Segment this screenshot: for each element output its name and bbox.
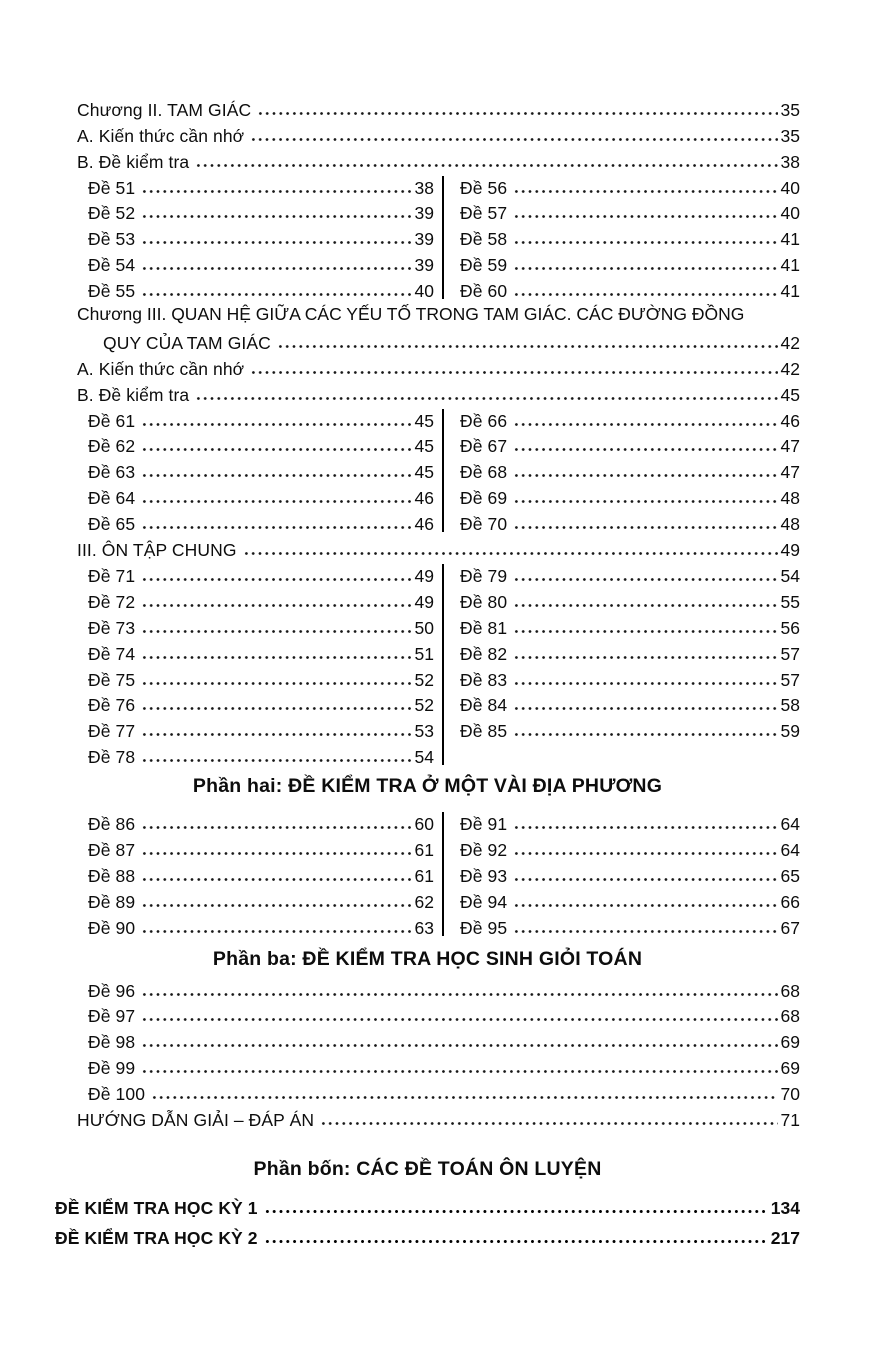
toc-entry-label: Đề 91 (460, 814, 508, 835)
dot-leader (141, 628, 411, 635)
toc-entry-page: 64 (780, 839, 800, 860)
toc-entry-page: 45 (414, 462, 434, 483)
dot-leader (141, 239, 411, 246)
toc-entry-page: 35 (780, 125, 800, 146)
toc-entry-label: Đề 60 (460, 281, 508, 302)
toc-row (55, 809, 442, 835)
toc-entry-page: 57 (780, 669, 800, 690)
toc-two-column-block (55, 809, 800, 938)
toc-entry-label: Đề 83 (460, 669, 508, 690)
toc-entry-page: 42 (780, 332, 800, 353)
dot-leader (513, 291, 777, 298)
dot-leader (264, 1208, 768, 1215)
toc-entry-label: Đề 89 (88, 891, 136, 912)
toc-entry-label: Đề 68 (460, 462, 508, 483)
toc-entry-label: Đề 82 (460, 643, 508, 664)
toc-row (55, 509, 442, 535)
toc-entry-label: Đề 69 (460, 488, 508, 509)
dot-leader (513, 705, 777, 712)
toc-entry-page: 68 (780, 980, 800, 1001)
toc-row (460, 809, 800, 835)
toc-row (55, 913, 442, 939)
toc-entry-page: 42 (780, 358, 800, 379)
toc-entry-page: 45 (414, 436, 434, 457)
toc-entry-label: III. ÔN TẬP CHUNG (77, 540, 237, 561)
toc-row (55, 224, 442, 250)
dot-leader (141, 824, 411, 831)
toc-row (460, 457, 800, 483)
toc-entry-page: 50 (414, 617, 434, 638)
toc-row (55, 121, 800, 147)
toc-column-left (55, 561, 442, 768)
dot-leader (141, 602, 411, 609)
dot-leader (264, 1238, 768, 1245)
toc-entry-label: B. Đề kiểm tra (77, 384, 190, 405)
toc-entry-page: 47 (780, 436, 800, 457)
toc-entry-label: Đề 85 (460, 721, 508, 742)
dot-leader (257, 110, 777, 117)
toc-row (55, 95, 800, 121)
toc-entry-page: 58 (780, 695, 800, 716)
toc-entry-label: Đề 66 (460, 410, 508, 431)
toc-row (55, 406, 442, 432)
toc-row-multiline (55, 302, 800, 354)
dot-leader (513, 654, 777, 661)
toc-entry-label: Đề 87 (88, 839, 136, 860)
dot-leader (513, 421, 777, 428)
toc-entry-label: Đề 77 (88, 721, 136, 742)
toc-row (55, 1105, 800, 1131)
dot-leader (141, 876, 411, 883)
toc-row (460, 716, 800, 742)
toc-entry-page: 40 (780, 177, 800, 198)
dot-leader (141, 576, 411, 583)
toc-row (55, 1079, 800, 1105)
toc-entry-page: 52 (414, 669, 434, 690)
toc-entry-label: Đề 63 (88, 462, 136, 483)
toc-entry-label: ĐỀ KIỂM TRA HỌC KỲ 2 (55, 1227, 258, 1248)
toc-entry-page: 217 (770, 1227, 800, 1248)
toc-entry-page: 64 (780, 814, 800, 835)
toc-entry-label: Đề 53 (88, 229, 136, 250)
dot-leader (513, 928, 777, 935)
toc-entry-page: 66 (780, 891, 800, 912)
toc-entry-page: 45 (780, 384, 800, 405)
toc-entry-label: Đề 79 (460, 565, 508, 586)
toc-entry-page: 46 (780, 410, 800, 431)
toc-row (55, 976, 800, 1002)
toc-row (460, 587, 800, 613)
toc-entry-label: Đề 88 (88, 865, 136, 886)
toc-entry-label: Đề 95 (460, 917, 508, 938)
dot-leader (141, 991, 777, 998)
toc-row (55, 861, 442, 887)
toc-entry-page: 46 (414, 514, 434, 535)
part-heading: Phần ba: ĐỀ KIỂM TRA HỌC SINH GIỎI TOÁN (212, 947, 643, 970)
toc-entry-label: Đề 64 (88, 488, 136, 509)
toc-entry-label: Đề 90 (88, 917, 136, 938)
toc-entry-page: 61 (414, 839, 434, 860)
toc-row (460, 861, 800, 887)
toc-entry-label: Chương II. TAM GIÁC (77, 99, 252, 120)
toc-row (460, 691, 800, 717)
toc-entry-page: 39 (414, 229, 434, 250)
toc-entry-label: Đề 54 (88, 255, 136, 276)
toc-entry-label: Đề 92 (460, 839, 508, 860)
dot-leader (141, 928, 411, 935)
toc-row (55, 887, 442, 913)
toc-entry-page: 45 (414, 410, 434, 431)
toc-entry-page: 68 (780, 1006, 800, 1027)
toc-entry-page: 53 (414, 721, 434, 742)
toc-entry-label: Đề 56 (460, 177, 508, 198)
toc-row (55, 716, 442, 742)
toc-entry-label: Đề 70 (460, 514, 508, 535)
toc-row (460, 835, 800, 861)
toc-row (55, 613, 442, 639)
dot-leader (141, 705, 411, 712)
toc-entry-page: 57 (780, 643, 800, 664)
toc-entry-label: Đề 72 (88, 591, 136, 612)
toc-entry-label: Đề 81 (460, 617, 508, 638)
toc-row (55, 691, 442, 717)
toc-row (55, 380, 800, 406)
toc-entry-label: Đề 98 (88, 1032, 136, 1053)
dot-leader (141, 472, 411, 479)
toc-row (460, 173, 800, 199)
toc-row (55, 250, 442, 276)
toc-row (55, 1027, 800, 1053)
dot-leader (141, 213, 411, 220)
toc-entry-page: 49 (780, 540, 800, 561)
toc-entry-label: Đề 65 (88, 514, 136, 535)
dot-leader (513, 902, 777, 909)
toc-entry-label: Đề 93 (460, 865, 508, 886)
dot-leader (141, 1016, 777, 1023)
toc-entry-label: ĐỀ KIỂM TRA HỌC KỲ 1 (55, 1198, 258, 1219)
toc-entry-label: Đề 51 (88, 177, 136, 198)
toc-entry-page: 55 (780, 591, 800, 612)
dot-leader (513, 446, 777, 453)
dot-leader (250, 136, 777, 143)
toc-row (460, 250, 800, 276)
toc-entry-page: 60 (414, 814, 434, 835)
toc-row (55, 1002, 800, 1028)
toc-column-right (444, 561, 800, 768)
toc-entry-label: Đề 62 (88, 436, 136, 457)
toc-row (460, 639, 800, 665)
dot-leader (513, 472, 777, 479)
toc-entry-page: 48 (780, 488, 800, 509)
toc-entry-label: Đề 76 (88, 695, 136, 716)
toc-entry-label: Đề 100 (88, 1084, 146, 1105)
toc-entry-page: 62 (414, 891, 434, 912)
toc-entry-page: 47 (780, 462, 800, 483)
toc-row (460, 224, 800, 250)
toc-entry-label-line2: QUY CỦA TAM GIÁC (103, 332, 271, 353)
toc-entry-page: 70 (780, 1084, 800, 1105)
toc-entry-page: 41 (780, 229, 800, 250)
toc-row (55, 199, 442, 225)
toc-entry-page: 65 (780, 865, 800, 886)
toc-entry-label: B. Đề kiểm tra (77, 151, 190, 172)
toc-row (460, 199, 800, 225)
toc-entry-label: Đề 61 (88, 410, 136, 431)
toc-entry-label: Đề 67 (460, 436, 508, 457)
toc-row (460, 406, 800, 432)
toc-entry-label: Đề 55 (88, 281, 136, 302)
dot-leader (513, 824, 777, 831)
toc-row (55, 587, 442, 613)
dot-leader (250, 369, 777, 376)
dot-leader (141, 498, 411, 505)
toc-column-left (55, 173, 442, 302)
dot-leader (141, 188, 411, 195)
toc-entry-page: 134 (770, 1198, 800, 1219)
toc-entry-page: 67 (780, 917, 800, 938)
toc-row (460, 432, 800, 458)
toc-column-left (55, 809, 442, 938)
part-heading: Phần bốn: CÁC ĐỀ TOÁN ÔN LUYỆN (253, 1157, 602, 1180)
toc-entry-label: Đề 80 (460, 591, 508, 612)
toc-entry-page: 40 (414, 281, 434, 302)
toc-row (55, 483, 442, 509)
toc-entry-label: Đề 99 (88, 1058, 136, 1079)
toc-row (55, 835, 442, 861)
toc-entry-page: 49 (414, 591, 434, 612)
toc-entry-label: A. Kiến thức cần nhớ (77, 358, 245, 379)
toc-two-column-block (55, 561, 800, 768)
toc-entry-label: Đề 75 (88, 669, 136, 690)
toc-row (55, 354, 800, 380)
toc-entry-page: 39 (414, 255, 434, 276)
toc-entry-page: 41 (780, 281, 800, 302)
toc-entry-page: 69 (780, 1032, 800, 1053)
toc-entry-label: Đề 86 (88, 814, 136, 835)
toc-entry-page: 35 (780, 99, 800, 120)
toc-entry-label: Đề 94 (460, 891, 508, 912)
toc-entry-page: 40 (780, 203, 800, 224)
dot-leader (141, 680, 411, 687)
toc-entry-label: Đề 59 (460, 255, 508, 276)
toc-two-column-block (55, 173, 800, 302)
dot-leader (141, 1042, 777, 1049)
toc-entry-label-line1: Chương III. QUAN HỆ GIỮA CÁC YẾU TỐ TRONG TAM GIÁC. CÁC ĐƯỜNG ĐỒNG (77, 304, 745, 325)
dot-leader (195, 162, 777, 169)
toc-row (55, 1219, 800, 1249)
toc-row (55, 1190, 800, 1220)
dot-leader (513, 188, 777, 195)
toc-column-right (444, 173, 800, 302)
toc-entry-page: 49 (414, 565, 434, 586)
dot-leader (141, 446, 411, 453)
toc-entry-label: Đề 84 (460, 695, 508, 716)
dot-leader (513, 576, 777, 583)
toc-row (460, 613, 800, 639)
toc-row (55, 639, 442, 665)
toc-row (460, 913, 800, 939)
toc-row (460, 483, 800, 509)
toc-row (55, 457, 442, 483)
toc-row (460, 561, 800, 587)
toc-row (55, 147, 800, 173)
dot-leader (513, 524, 777, 531)
toc-entry-page: 39 (414, 203, 434, 224)
toc-row (460, 509, 800, 535)
toc-row (55, 328, 800, 354)
toc-entry-label: Đề 58 (460, 229, 508, 250)
toc-row (55, 1053, 800, 1079)
dot-leader (141, 1068, 777, 1075)
dot-leader (151, 1094, 778, 1101)
dot-leader (141, 757, 411, 764)
toc-entry-page: 56 (780, 617, 800, 638)
dot-leader (141, 902, 411, 909)
dot-leader (141, 291, 411, 298)
toc-entry-page: 63 (414, 917, 434, 938)
toc-entry-page: 41 (780, 255, 800, 276)
dot-leader (141, 524, 411, 531)
toc-two-column-block (55, 406, 800, 535)
toc-row (55, 561, 442, 587)
dot-leader (195, 395, 777, 402)
dot-leader (513, 628, 777, 635)
part-heading: Phần hai: ĐỀ KIỂM TRA Ở MỘT VÀI ĐỊA PHƯƠNG (192, 775, 663, 798)
toc-entry-page: 38 (414, 177, 434, 198)
toc-entry-page: 54 (780, 565, 800, 586)
dot-leader (513, 680, 777, 687)
toc-row (55, 535, 800, 561)
toc-entry-label: Đề 52 (88, 203, 136, 224)
dot-leader (320, 1120, 777, 1127)
dot-leader (141, 731, 411, 738)
toc-entry-page: 69 (780, 1058, 800, 1079)
toc-entry-page: 38 (780, 151, 800, 172)
dot-leader (513, 498, 777, 505)
toc-entry-label: Đề 97 (88, 1006, 136, 1027)
toc (55, 95, 800, 1249)
toc-row (55, 742, 442, 768)
dot-leader (513, 265, 777, 272)
toc-column-left (55, 406, 442, 535)
toc-row (55, 665, 442, 691)
toc-entry-label: Đề 74 (88, 643, 136, 664)
dot-leader (513, 731, 777, 738)
toc-row (460, 887, 800, 913)
toc-column-right (444, 809, 800, 938)
toc-row (55, 276, 442, 302)
toc-row (460, 665, 800, 691)
dot-leader (141, 654, 411, 661)
dot-leader (513, 850, 777, 857)
toc-entry-page: 52 (414, 695, 434, 716)
dot-leader (513, 239, 777, 246)
toc-entry-page: 59 (780, 721, 800, 742)
toc-entry-label: Đề 78 (88, 747, 136, 768)
toc-entry-page: 46 (414, 488, 434, 509)
toc-entry-label: Đề 96 (88, 980, 136, 1001)
dot-leader (513, 876, 777, 883)
toc-column-right (444, 406, 800, 535)
dot-leader (513, 602, 777, 609)
dot-leader (277, 343, 778, 350)
dot-leader (141, 850, 411, 857)
toc-entry-label: Đề 57 (460, 203, 508, 224)
toc-entry-label: A. Kiến thức cần nhớ (77, 125, 245, 146)
toc-entry-label: Đề 71 (88, 565, 136, 586)
dot-leader (141, 421, 411, 428)
dot-leader (141, 265, 411, 272)
toc-entry-page: 51 (414, 643, 434, 664)
toc-entry-page: 54 (414, 747, 434, 768)
dot-leader (513, 213, 777, 220)
toc-row (55, 432, 442, 458)
toc-entry-page: 71 (780, 1109, 800, 1130)
toc-entry-label: Đề 73 (88, 617, 136, 638)
dot-leader (243, 550, 778, 557)
toc-row (55, 173, 442, 199)
toc-entry-label: HƯỚNG DẪN GIẢI – ĐÁP ÁN (77, 1109, 315, 1130)
toc-entry-page: 48 (780, 514, 800, 535)
toc-entry-page: 61 (414, 865, 434, 886)
toc-row (460, 276, 800, 302)
